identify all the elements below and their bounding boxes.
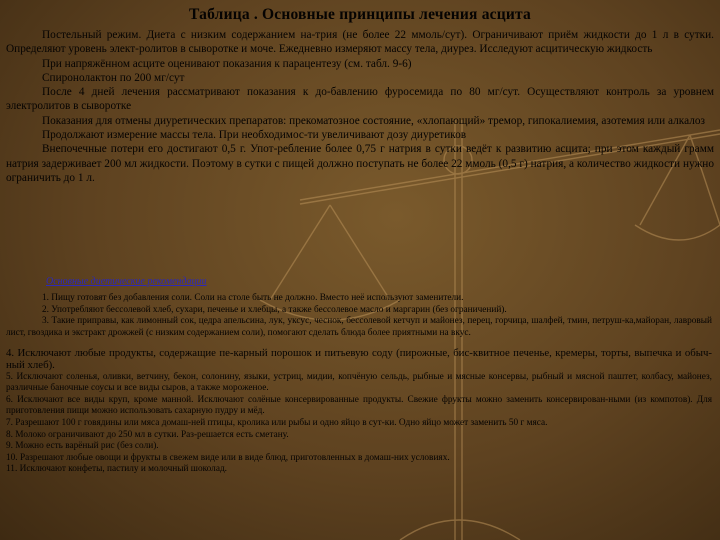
principle-bed-rest: Постельный режим. Диета с низким содержанием на-трия (не более 22 ммоль/сут). Ограничивают приём жидкости до 1 л в сутки. Определяют уровень элект-ролитов в сыворотке и моче. Ежедневно измеряют массу тела, диурез. Исследуют асцитическую жидкость	[6, 29, 714, 56]
diet-item: 2. Употребляют бессолевой хлеб, сухари, печенье и хлебцы, а также бессолевое масло и маргарин (без ограничений).	[42, 304, 507, 315]
principle-spironolactone: Спиронолактон по 200 мг/сут	[42, 71, 185, 84]
diet-item: 11. Исключают конфеты, пастилу и молочный шоколад.	[6, 464, 228, 475]
diet-item: 3. Такие приправы, как лимонный сок, цедра апельсина, лук, уксус, чеснок, бессолевой кетчуп и майонез, перец, горчица, шалфей, тмин, петруш-ка,майоран, лавровый лист, гвоздика и экстракт дрожжей (с низким содержанием соли), помогают сделать блюда более приятными на вкус.	[6, 316, 712, 338]
diet-recommendations	[6, 276, 712, 476]
diet-item: 8. Молоко ограничивают до 250 мл в сутки. Раз-решается есть сметану.	[6, 429, 289, 440]
diet-item: 5. Исключают соленья, оливки, ветчину, бекон, солонину, языки, устриц, мидии, копчёную сельдь, рыбные и мясные консервы, рыбный и мясной паштет, колбасу, майонез, различные баночные соусы и все виды сыров, а также мороженое.	[6, 371, 712, 394]
principle-sodium-losses: Внепочечные потери его достигают 0,5 г. Упот-ребление более 0,75 г натрия в сутки ведёт к развитию асцита; при этом каждый грамм натрия задерживает 200 мл жидкости. Поэтому в сутки с пищей должно поступать не более 22 ммоль (0,5 г) натрия, а количество жидкости нужно ограничить до 1 л.	[6, 143, 714, 184]
diet-item: 7. Разрешают 100 г говядины или мяса домаш-ней птицы, кролика или рыбы и одно яйцо в сут-ки. Одно яйцо может заменить 50 г мяса.	[6, 417, 548, 428]
diet-heading-link[interactable]: Основные диетические рекомендации	[46, 276, 207, 287]
page-title: Таблица . Основные принципы лечения асцита	[189, 6, 531, 23]
principle-weight-monitoring: Продолжают измерение массы тела. При необходимос-ти увеличивают дозу диуретиков	[42, 129, 467, 142]
diet-item: 1. Пищу готовят без добавления соли. Соли на столе быть не должно. Вместо неё используют заменители.	[42, 293, 464, 303]
principles-table	[6, 6, 714, 185]
principle-diuretic-cancel: Показания для отмены диуретических препаратов: прекоматозное состояние, «хлопающий» тремор, гипокалиемия, азотемия или алкалоз	[42, 114, 705, 127]
diet-item: 9. Можно есть варёный рис (без соли).	[6, 441, 159, 452]
diet-item: 4. Исключают любые продукты, содержащие пе-карный порошок и питьевую соду (пирожные, бис-квитное печенье, кремеры, торты, выпечка и обыч-ный хлеб).	[6, 347, 712, 371]
principle-furosemide: После 4 дней лечения рассматривают показания к до-бавлению фуросемида по 80 мг/сут. Осуществляют контроль за уровнем электролитов в сыворотке	[6, 86, 714, 113]
diet-item: 10. Разрешают любые овощи и фрукты в свежем виде или в виде блюд, приготовленных в домаш-них условиях.	[6, 452, 450, 463]
principle-paracentesis: При напряжённом асците оценивают показания к парацентезу (см. табл. 9-6)	[42, 57, 412, 70]
diet-item: 6. Исключают все виды круп, кроме манной. Исключают солёные консервированные продукты. Свежие фрукты можно заменить консервирован-ными (из компотов). Для приготовления пищи можно использовать сахарную пудру и мёд.	[6, 394, 712, 417]
